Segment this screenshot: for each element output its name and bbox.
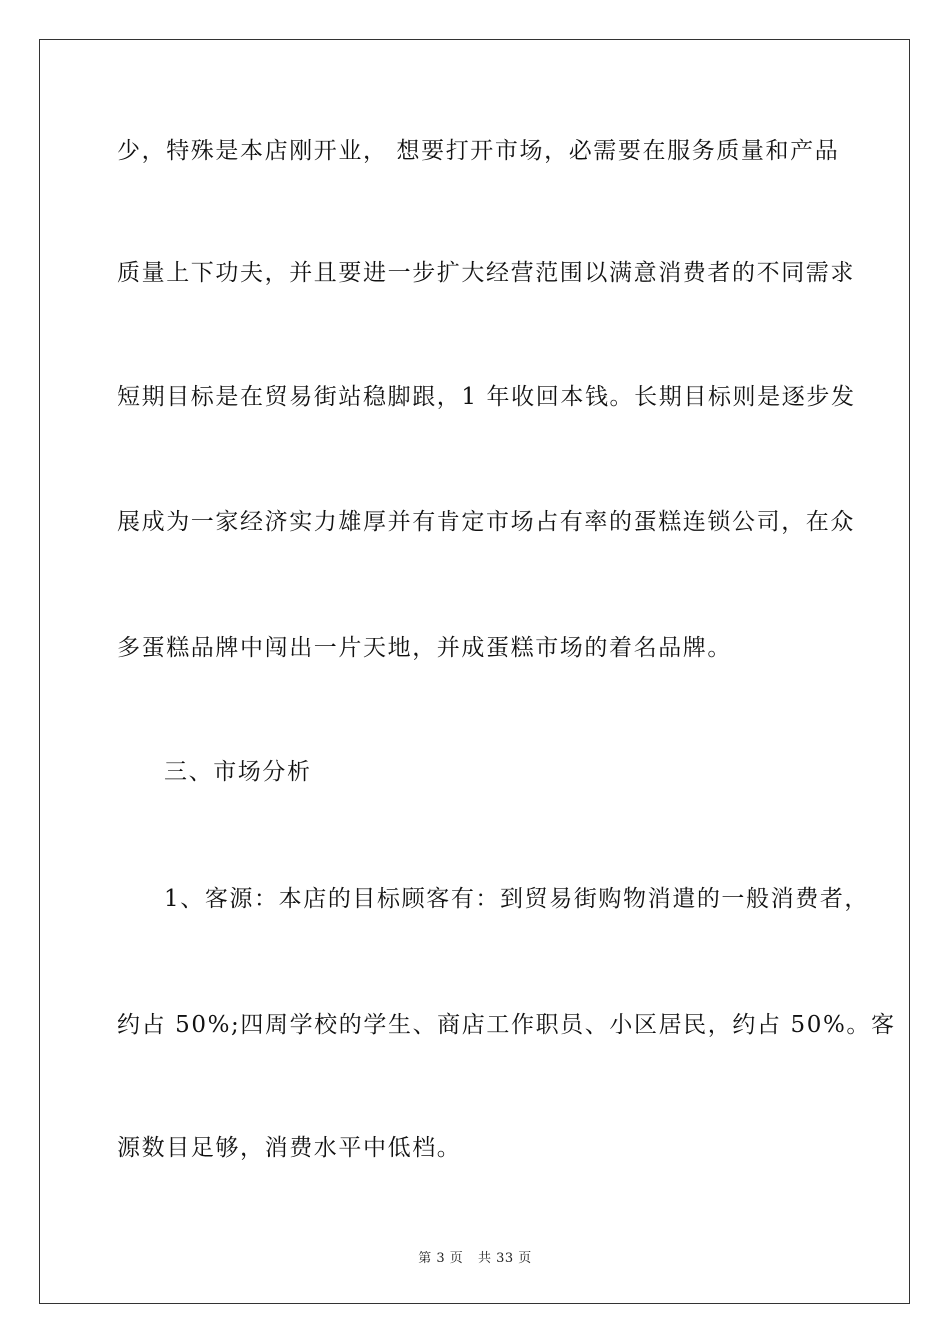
text-line-4: 展成为一家经济实力雄厚并有肯定市场占有率的蛋糕连锁公司，在众	[117, 509, 855, 535]
page-number: 第 3 页	[418, 1251, 464, 1266]
page-footer	[0, 1247, 950, 1266]
page-total: 共 33 页	[477, 1251, 532, 1266]
section-heading-market-analysis: 三、市场分析	[164, 759, 312, 785]
text-line-8: 约占 50%;四周学校的学生、商店工作职员、小区居民，约占 50%。客	[117, 1012, 896, 1038]
text-line-9: 源数目足够，消费水平中低档。	[117, 1135, 462, 1161]
text-line-7: 1、客源：本店的目标顾客有：到贸易街购物消遣的一般消费者，	[164, 886, 870, 912]
text-line-3: 短期目标是在贸易街站稳脚跟，1 年收回本钱。长期目标则是逐步发	[117, 384, 856, 410]
page-border	[39, 39, 910, 1304]
text-line-1: 少，特殊是本店刚开业， 想要打开市场，必需要在服务质量和产品	[117, 138, 840, 164]
text-line-5: 多蛋糕品牌中闯出一片天地，并成蛋糕市场的着名品牌。	[117, 635, 732, 661]
text-line-2: 质量上下功夫，并且要进一步扩大经营范围以满意消费者的不同需求	[117, 260, 855, 286]
